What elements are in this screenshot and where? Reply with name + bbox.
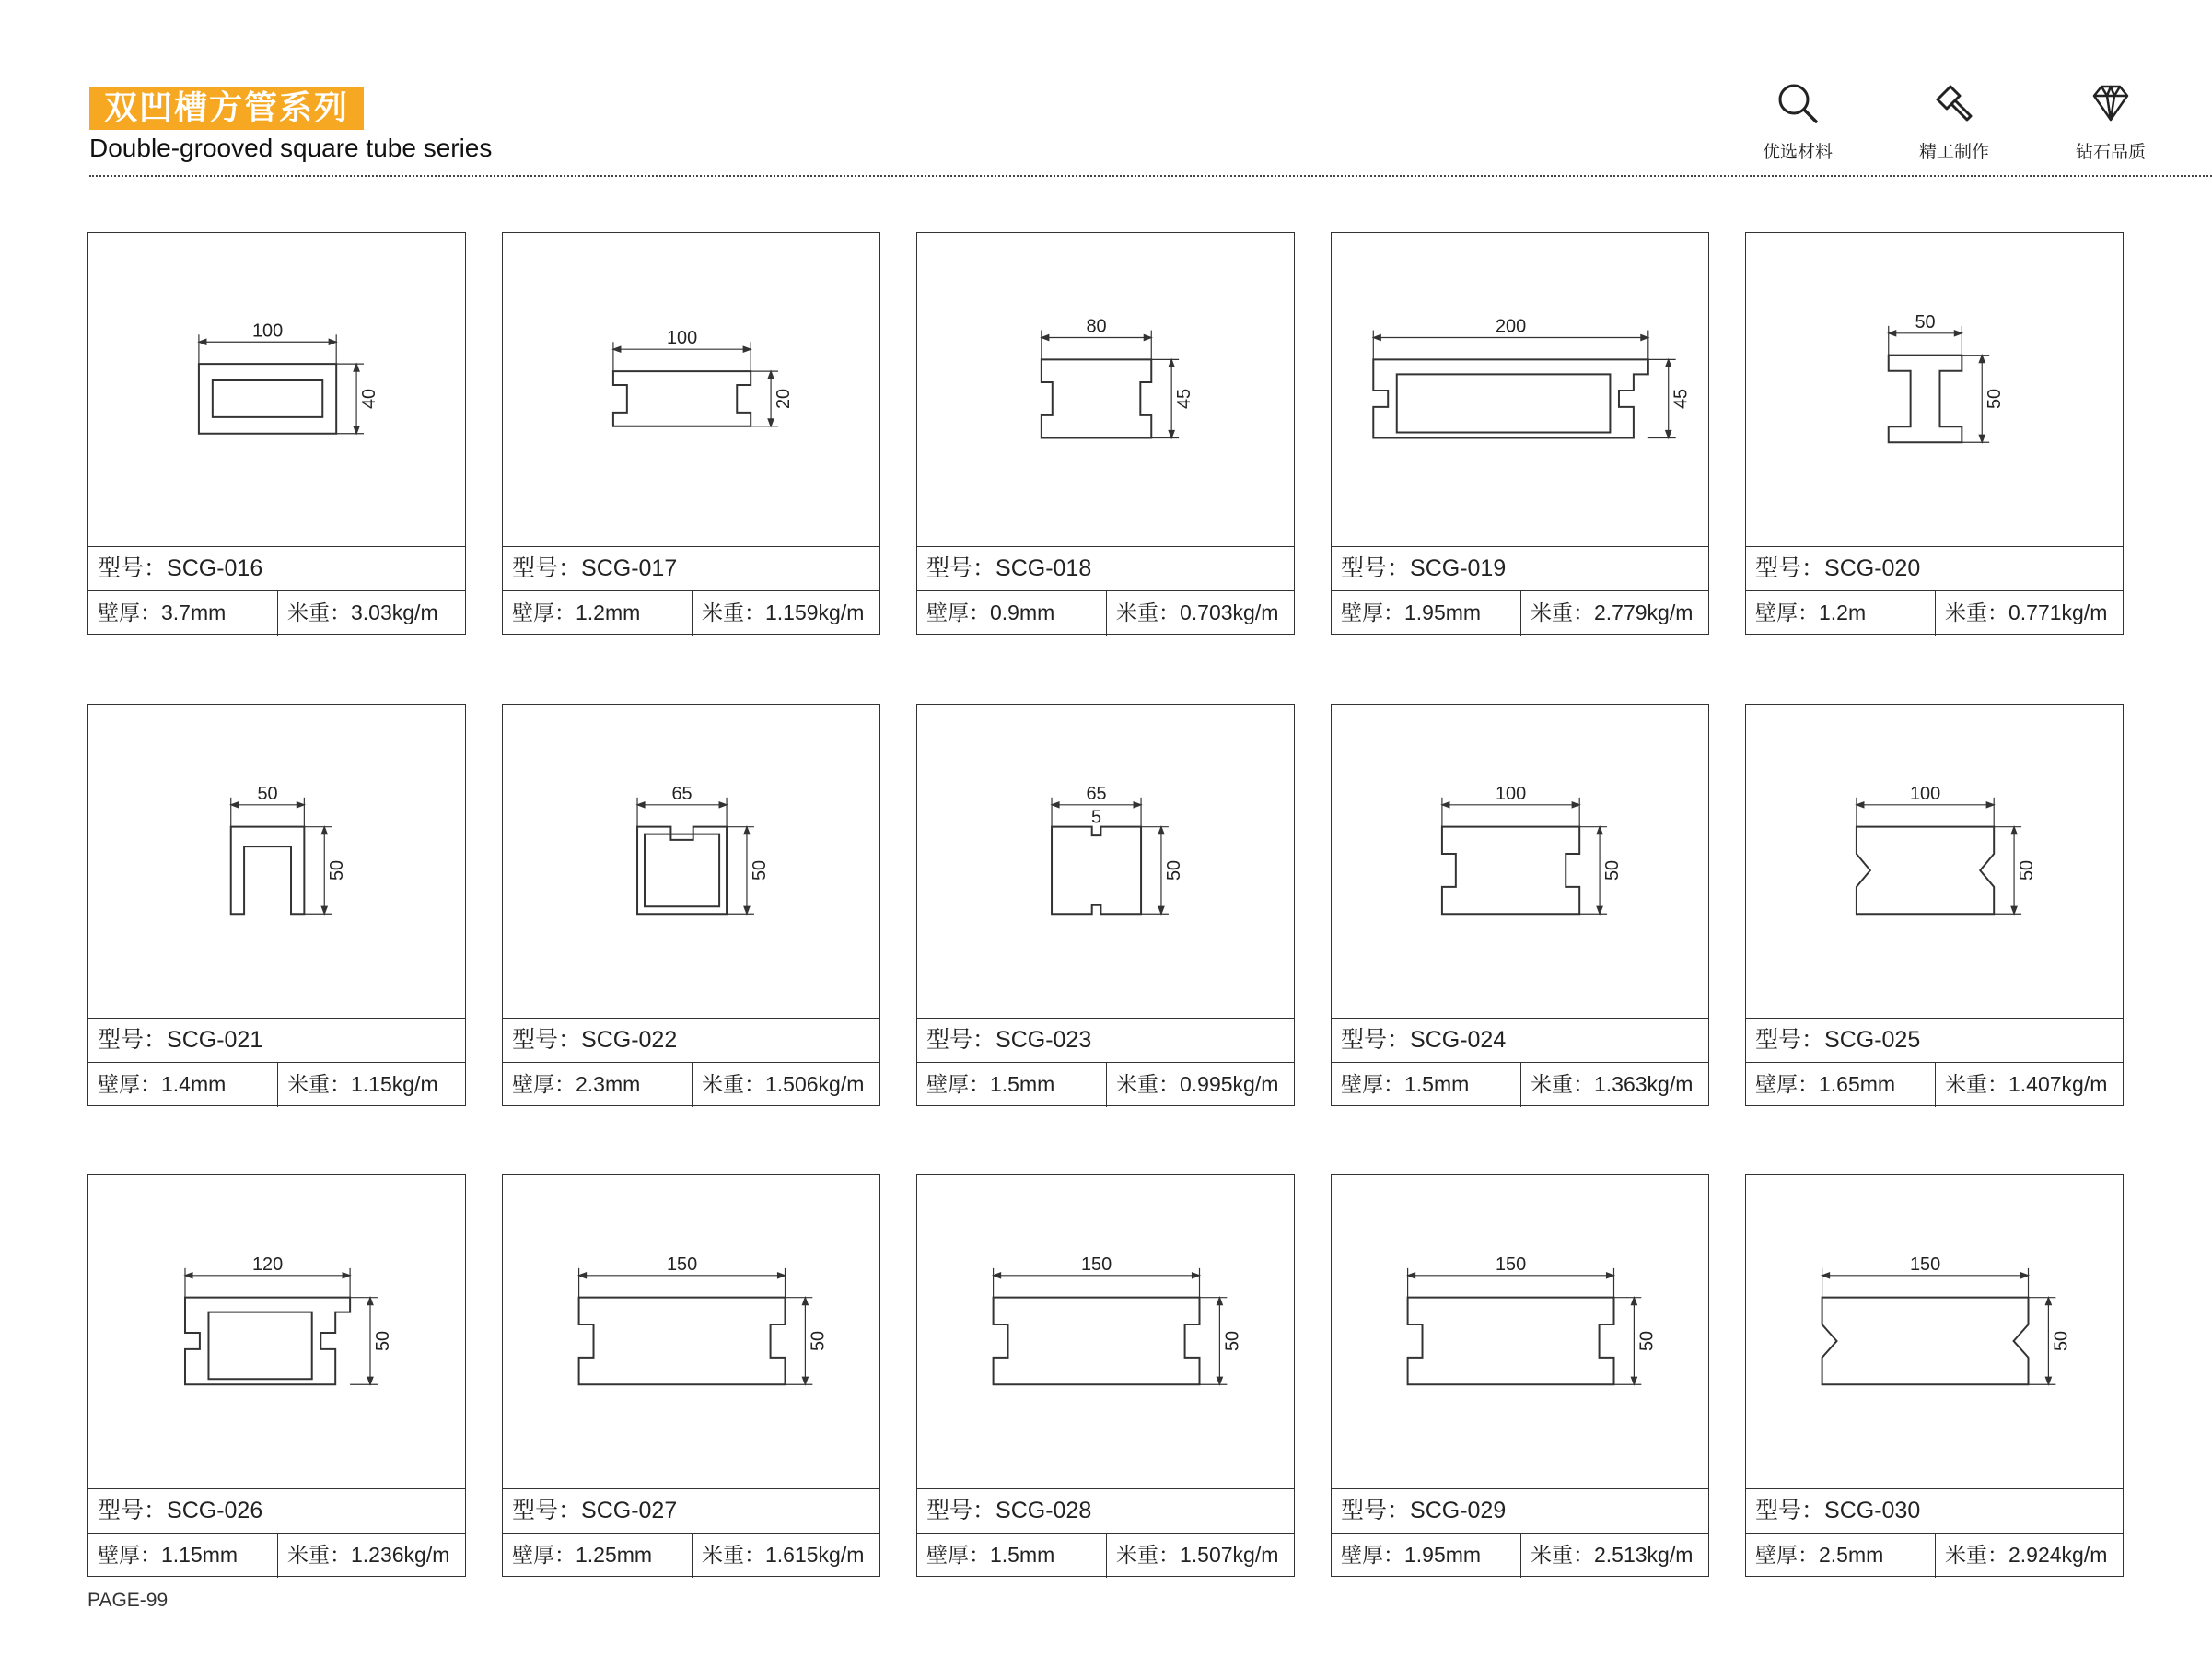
weight-cell <box>1107 1063 1294 1107</box>
product-card <box>502 1174 880 1577</box>
weight-prefix: 米重： <box>702 1544 765 1568</box>
model-row <box>503 546 879 590</box>
weight-cell <box>1936 1534 2123 1578</box>
product-card <box>1331 1174 1709 1577</box>
product-card <box>87 1174 466 1577</box>
model-prefix: 型号： <box>1755 1026 1825 1053</box>
weight-per-meter: 3.03kg/m <box>351 601 438 624</box>
wall-thickness: 1.95mm <box>1404 601 1482 624</box>
profile-outline <box>1042 359 1151 437</box>
profile-svg <box>1332 233 1708 546</box>
weight-prefix: 米重： <box>1531 1544 1594 1568</box>
wall-thickness: 1.5mm <box>990 1072 1055 1096</box>
width-label: 150 <box>1495 1254 1527 1275</box>
wall-thickness-cell <box>503 591 693 636</box>
model-number: SCG-023 <box>995 1027 1092 1053</box>
profile-svg <box>1746 705 2123 1018</box>
weight-prefix: 米重： <box>1531 601 1594 625</box>
height-label: 50 <box>2016 859 2037 881</box>
height-label: 50 <box>1222 1330 1243 1352</box>
model-number: SCG-016 <box>167 555 263 581</box>
profile-outline <box>231 827 305 915</box>
profile-outline <box>1408 1298 1614 1385</box>
wall-prefix: 壁厚： <box>926 601 990 625</box>
product-card <box>502 704 880 1106</box>
weight-cell <box>1936 591 2123 636</box>
wall-prefix: 壁厚： <box>1341 1544 1404 1568</box>
wall-thickness: 1.2mm <box>576 601 641 624</box>
model-row <box>1746 546 2123 590</box>
profile-svg <box>1332 705 1708 1018</box>
wall-thickness-cell <box>917 591 1107 636</box>
model-number: SCG-020 <box>1824 555 1921 581</box>
weight-per-meter: 0.995kg/m <box>1180 1072 1279 1096</box>
wall-prefix: 壁厚： <box>98 1073 161 1097</box>
width-label: 65 <box>671 783 693 804</box>
model-row <box>917 1488 1294 1533</box>
wall-thickness: 3.7mm <box>161 601 227 624</box>
model-number: SCG-028 <box>995 1498 1092 1523</box>
header-divider <box>89 175 2212 177</box>
wall-prefix: 壁厚： <box>1755 1544 1819 1568</box>
feature-quality-materials <box>1752 81 1844 163</box>
weight-prefix: 米重： <box>287 1544 351 1568</box>
profile-outline <box>1442 827 1579 915</box>
model-row <box>1332 546 1708 590</box>
feature-label: 优选材料 <box>1762 142 1833 162</box>
profile-outline <box>185 1298 350 1385</box>
model-row <box>917 546 1294 590</box>
profile-drawing <box>1332 1175 1708 1488</box>
height-label: 50 <box>749 859 770 881</box>
weight-per-meter: 1.363kg/m <box>1594 1072 1694 1096</box>
wall-prefix: 壁厚： <box>1755 601 1819 625</box>
page-title-cn: 双凹槽方管系列 <box>89 87 364 130</box>
model-prefix: 型号： <box>512 1497 582 1523</box>
search-icon <box>1775 81 1820 125</box>
product-card <box>87 704 466 1106</box>
feature-badges <box>1752 81 2157 163</box>
wall-prefix: 壁厚： <box>98 1544 161 1568</box>
profile-drawing <box>503 233 879 546</box>
weight-per-meter: 1.407kg/m <box>2008 1072 2108 1096</box>
wall-prefix: 壁厚： <box>512 1544 576 1568</box>
weight-per-meter: 0.703kg/m <box>1180 601 1279 624</box>
product-card <box>502 232 880 635</box>
weight-cell <box>278 591 465 636</box>
profile-drawing <box>88 1175 465 1488</box>
product-card <box>1331 232 1709 635</box>
width-label: 50 <box>1915 311 1936 332</box>
weight-per-meter: 2.513kg/m <box>1594 1543 1694 1567</box>
height-label: 20 <box>773 388 794 410</box>
weight-prefix: 米重： <box>1116 1073 1180 1097</box>
width-label: 100 <box>251 321 284 342</box>
weight-per-meter: 1.506kg/m <box>765 1072 865 1096</box>
specs-row <box>1746 590 2123 636</box>
weight-prefix: 米重： <box>1116 1544 1180 1568</box>
product-card <box>87 232 466 635</box>
weight-prefix: 米重： <box>702 1073 765 1097</box>
model-row <box>1332 1018 1708 1062</box>
wall-prefix: 壁厚： <box>1341 1073 1404 1097</box>
model-number: SCG-019 <box>1410 555 1507 581</box>
wall-thickness-cell <box>1332 1063 1521 1107</box>
profile-drawing <box>1746 705 2123 1018</box>
weight-per-meter: 1.507kg/m <box>1180 1543 1279 1567</box>
wall-thickness: 1.4mm <box>161 1072 227 1096</box>
specs-row <box>88 1062 465 1107</box>
wall-thickness-cell <box>88 1063 278 1107</box>
feature-craftsmanship <box>1908 81 2000 163</box>
specs-row <box>917 1062 1294 1107</box>
specs-row <box>1746 1062 2123 1107</box>
model-row <box>1746 1488 2123 1533</box>
profile-outline <box>994 1298 1200 1385</box>
feature-label: 精工制作 <box>1918 142 1989 162</box>
height-label: 45 <box>1174 388 1195 410</box>
model-row <box>88 546 465 590</box>
wall-thickness: 1.25mm <box>576 1543 653 1567</box>
profile-svg <box>1746 233 2123 546</box>
weight-cell <box>278 1534 465 1578</box>
profile-svg <box>917 233 1294 546</box>
model-number: SCG-025 <box>1824 1027 1921 1053</box>
weight-prefix: 米重： <box>1116 601 1180 625</box>
product-card <box>1745 232 2124 635</box>
wall-prefix: 壁厚： <box>1341 601 1404 625</box>
model-prefix: 型号： <box>1755 554 1825 581</box>
wall-thickness: 1.5mm <box>1404 1072 1470 1096</box>
model-prefix: 型号： <box>1755 1497 1825 1523</box>
wall-thickness: 2.5mm <box>1819 1543 1884 1567</box>
model-number: SCG-030 <box>1824 1498 1921 1523</box>
weight-cell <box>1107 591 1294 636</box>
weight-cell <box>693 1534 879 1578</box>
height-label: 50 <box>1601 859 1623 881</box>
weight-per-meter: 2.924kg/m <box>2008 1543 2108 1567</box>
specs-row <box>917 590 1294 636</box>
specs-row <box>503 590 879 636</box>
model-number: SCG-024 <box>1410 1027 1507 1053</box>
weight-cell <box>1107 1534 1294 1578</box>
specs-row <box>503 1062 879 1107</box>
specs-row <box>1746 1533 2123 1578</box>
weight-cell <box>1936 1063 2123 1107</box>
width-label: 100 <box>1495 783 1527 804</box>
weight-prefix: 米重： <box>1945 1073 2008 1097</box>
model-row <box>503 1018 879 1062</box>
weight-prefix: 米重： <box>287 601 351 625</box>
model-prefix: 型号： <box>512 554 582 581</box>
wall-thickness-cell <box>88 1534 278 1578</box>
product-card <box>916 1174 1295 1577</box>
wall-thickness-cell <box>917 1534 1107 1578</box>
specs-row <box>88 1533 465 1578</box>
weight-per-meter: 1.236kg/m <box>351 1543 450 1567</box>
profile-drawing <box>503 1175 879 1488</box>
model-prefix: 型号： <box>98 1497 168 1523</box>
model-number: SCG-017 <box>581 555 678 581</box>
height-label: 40 <box>358 388 379 410</box>
model-prefix: 型号： <box>98 554 168 581</box>
width-label: 120 <box>251 1254 284 1275</box>
profile-drawing <box>917 233 1294 546</box>
weight-prefix: 米重： <box>702 601 765 625</box>
wall-thickness-cell <box>1746 591 1936 636</box>
model-prefix: 型号： <box>1341 554 1411 581</box>
profile-outline <box>579 1298 786 1385</box>
feature-label: 钻石品质 <box>2075 142 2146 162</box>
profile-svg <box>88 705 465 1018</box>
profile-svg <box>88 1175 465 1488</box>
weight-per-meter: 0.771kg/m <box>2008 601 2108 624</box>
weight-prefix: 米重： <box>287 1073 351 1097</box>
profile-outline <box>613 371 751 426</box>
height-label: 50 <box>327 859 348 881</box>
profile-outline <box>1889 356 1962 443</box>
profile-svg <box>503 705 879 1018</box>
wall-thickness-cell <box>1746 1063 1936 1107</box>
profile-svg <box>917 705 1294 1018</box>
wall-thickness: 1.5mm <box>990 1543 1055 1567</box>
height-label: 50 <box>1636 1330 1658 1352</box>
model-row <box>1332 1488 1708 1533</box>
profile-svg <box>1332 1175 1708 1488</box>
height-label: 50 <box>808 1330 829 1352</box>
model-number: SCG-022 <box>581 1027 678 1053</box>
model-prefix: 型号： <box>1341 1026 1411 1053</box>
specs-row <box>1332 1062 1708 1107</box>
profile-svg <box>503 233 879 546</box>
model-row <box>88 1488 465 1533</box>
profile-outline <box>1052 827 1141 915</box>
width-label: 100 <box>1909 783 1941 804</box>
feature-diamond-quality <box>2065 81 2157 163</box>
product-card <box>916 232 1295 635</box>
profile-drawing <box>503 705 879 1018</box>
width-label: 150 <box>1080 1254 1112 1275</box>
height-label: 50 <box>2051 1330 2072 1352</box>
wall-prefix: 壁厚： <box>512 1073 576 1097</box>
product-card <box>1745 1174 2124 1577</box>
profile-drawing <box>917 1175 1294 1488</box>
model-number: SCG-027 <box>581 1498 678 1523</box>
profile-outline <box>199 364 336 434</box>
specs-row <box>1332 1533 1708 1578</box>
profile-svg <box>503 1175 879 1488</box>
profile-outline <box>1857 827 1994 915</box>
profile-outline <box>1822 1298 2029 1385</box>
profile-svg <box>917 1175 1294 1488</box>
model-prefix: 型号： <box>926 1026 996 1053</box>
width-label: 200 <box>1495 316 1527 337</box>
weight-cell <box>278 1063 465 1107</box>
wall-prefix: 壁厚： <box>926 1544 990 1568</box>
wall-prefix: 壁厚： <box>1755 1073 1819 1097</box>
model-row <box>917 1018 1294 1062</box>
weight-cell <box>1521 591 1708 636</box>
wall-thickness: 1.95mm <box>1404 1543 1482 1567</box>
wall-thickness: 0.9mm <box>990 601 1055 624</box>
wall-thickness-cell <box>503 1534 693 1578</box>
groove-label: 5 <box>1091 807 1102 828</box>
profile-outline <box>1373 359 1648 437</box>
profile-svg <box>88 233 465 546</box>
profile-drawing <box>917 705 1294 1018</box>
weight-per-meter: 1.15kg/m <box>351 1072 438 1096</box>
weight-cell <box>1521 1534 1708 1578</box>
weight-prefix: 米重： <box>1945 1544 2008 1568</box>
profile-drawing <box>1746 1175 2123 1488</box>
weight-cell <box>1521 1063 1708 1107</box>
profile-drawing <box>88 233 465 546</box>
wall-thickness-cell <box>1332 591 1521 636</box>
model-prefix: 型号： <box>512 1026 582 1053</box>
model-row <box>1746 1018 2123 1062</box>
weight-per-meter: 1.615kg/m <box>765 1543 865 1567</box>
page-title-en: Double-grooved square tube series <box>89 134 493 162</box>
product-card <box>916 704 1295 1106</box>
wall-thickness-cell <box>1746 1534 1936 1578</box>
wall-thickness: 1.15mm <box>161 1543 239 1567</box>
specs-row <box>88 590 465 636</box>
wall-thickness-cell <box>1332 1534 1521 1578</box>
wall-thickness: 2.3mm <box>576 1072 641 1096</box>
model-number: SCG-021 <box>167 1027 263 1053</box>
width-label: 150 <box>666 1254 698 1275</box>
weight-per-meter: 2.779kg/m <box>1594 601 1694 624</box>
model-prefix: 型号： <box>1341 1497 1411 1523</box>
wall-thickness-cell <box>917 1063 1107 1107</box>
weight-prefix: 米重： <box>1945 601 2008 625</box>
profile-drawing <box>1332 233 1708 546</box>
model-row <box>503 1488 879 1533</box>
model-prefix: 型号： <box>98 1026 168 1053</box>
model-prefix: 型号： <box>926 554 996 581</box>
width-label: 50 <box>257 783 278 804</box>
profile-drawing <box>1332 705 1708 1018</box>
product-card <box>1331 704 1709 1106</box>
page-number: PAGE-99 <box>87 1590 169 1611</box>
width-label: 150 <box>1909 1254 1941 1275</box>
width-label: 80 <box>1086 316 1107 337</box>
profile-drawing <box>88 705 465 1018</box>
weight-per-meter: 1.159kg/m <box>765 601 865 624</box>
diamond-icon <box>2089 81 2133 125</box>
model-number: SCG-029 <box>1410 1498 1507 1523</box>
profile-svg <box>1746 1175 2123 1488</box>
height-label: 50 <box>1985 388 2006 410</box>
model-prefix: 型号： <box>926 1497 996 1523</box>
profile-outline <box>637 827 727 915</box>
wall-thickness-cell <box>503 1063 693 1107</box>
width-label: 100 <box>666 328 698 349</box>
weight-cell <box>693 1063 879 1107</box>
model-row <box>88 1018 465 1062</box>
weight-prefix: 米重： <box>1531 1073 1594 1097</box>
specs-row <box>917 1533 1294 1578</box>
model-number: SCG-026 <box>167 1498 263 1523</box>
wall-prefix: 壁厚： <box>926 1073 990 1097</box>
wall-thickness: 1.2m <box>1819 601 1867 624</box>
wall-prefix: 壁厚： <box>98 601 161 625</box>
height-label: 45 <box>1671 388 1692 410</box>
wall-thickness-cell <box>88 591 278 636</box>
hammer-icon <box>1932 81 1976 125</box>
height-label: 50 <box>1163 859 1184 881</box>
weight-cell <box>693 591 879 636</box>
model-number: SCG-018 <box>995 555 1092 581</box>
profile-drawing <box>1746 233 2123 546</box>
wall-prefix: 壁厚： <box>512 601 576 625</box>
product-card <box>1745 704 2124 1106</box>
height-label: 50 <box>372 1330 393 1352</box>
specs-row <box>503 1533 879 1578</box>
specs-row <box>1332 590 1708 636</box>
wall-thickness: 1.65mm <box>1819 1072 1896 1096</box>
width-label: 65 <box>1086 783 1107 804</box>
